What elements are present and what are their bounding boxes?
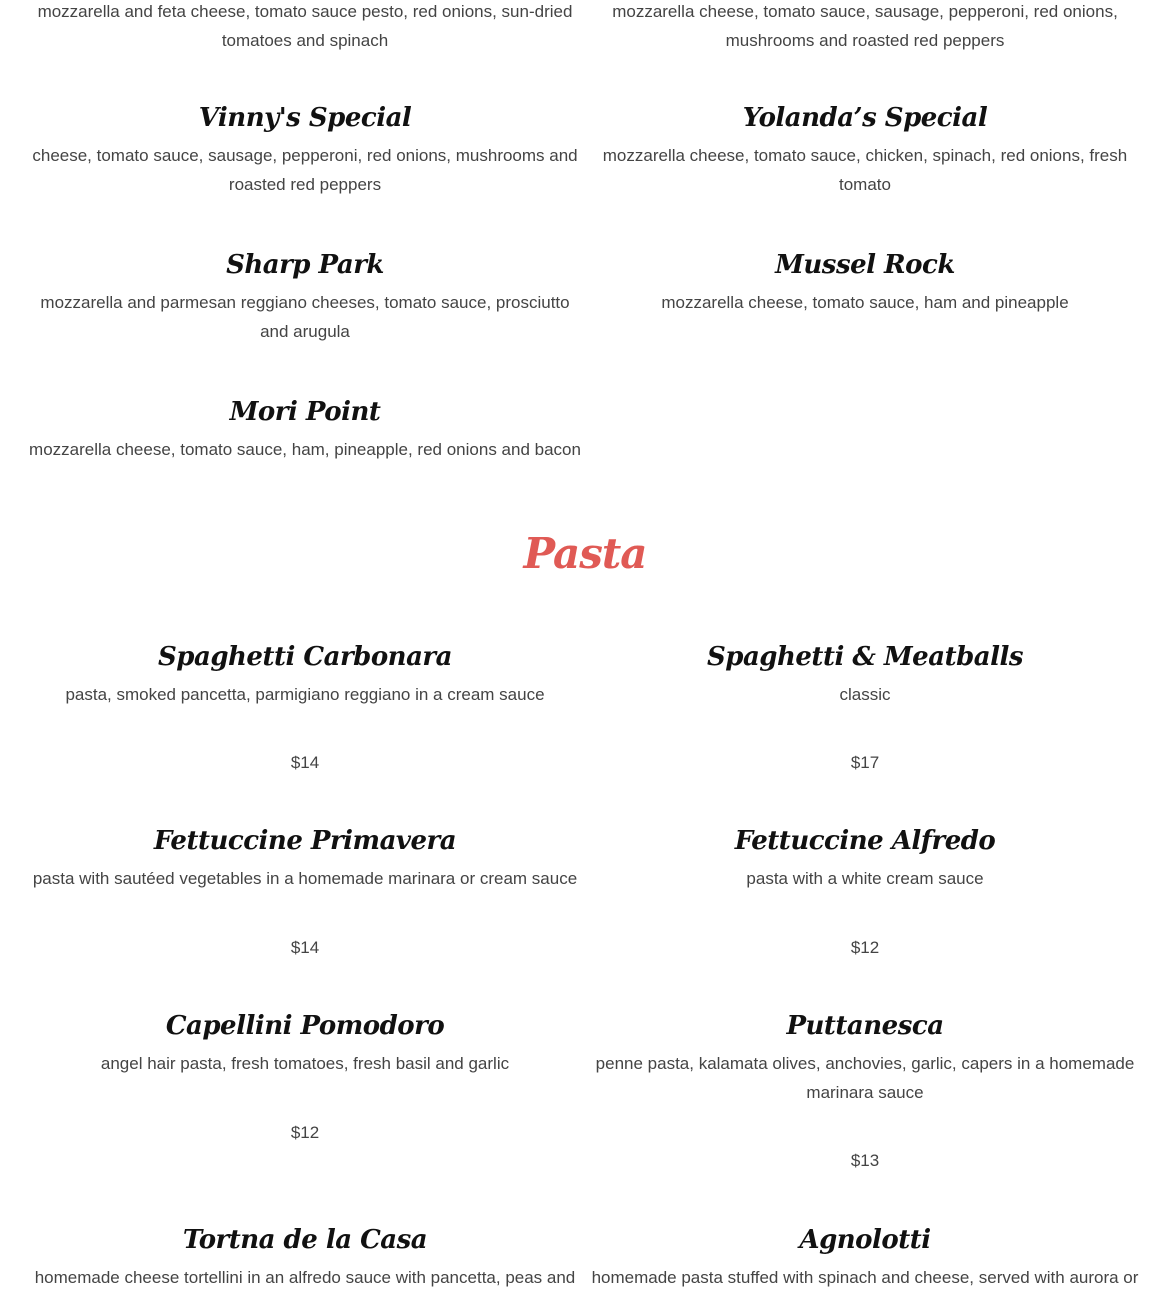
menu-item-description: homemade cheese tortellini in an alfredo sauce with pancetta, peas and	[34, 1268, 576, 1287]
menu-item-price: $12	[290, 1123, 320, 1142]
menu-item	[25, 397, 585, 464]
menu-item	[585, 250, 1145, 317]
menu-item-description: mozzarella and parmesan reggiano cheeses, tomato sauce, prosciutto and arugula	[40, 293, 570, 341]
section-title-pasta: Pasta	[523, 529, 647, 578]
menu-item-name: Vinny's Special	[198, 103, 412, 133]
menu-item-description: pasta, smoked pancetta, parmigiano reggiano in a cream sauce	[65, 685, 545, 704]
menu-item-description: homemade pasta stuffed with spinach and cheese, served with aurora or	[591, 1268, 1139, 1287]
menu-item-name: Spaghetti Carbonara	[158, 642, 452, 672]
menu-item-name: Sharp Park	[226, 250, 384, 280]
menu-item-description: pasta with a white cream sauce	[746, 869, 984, 888]
menu-item-description: penne pasta, kalamata olives, anchovies, garlic, capers in a homemade marinara sauce	[595, 1054, 1135, 1102]
menu-item-description: mozzarella cheese, tomato sauce, ham and pineapple	[661, 293, 1069, 312]
menu-item-price: $14	[290, 938, 320, 957]
menu-item-price: $14	[290, 753, 320, 772]
menu-item-name: Yolanda’s Special	[742, 103, 988, 133]
menu-item-price: $12	[850, 938, 880, 957]
menu-item-price: $13	[850, 1151, 880, 1170]
menu-item	[25, 103, 585, 199]
menu-item-description: classic	[839, 685, 891, 704]
menu-item-name: Agnolotti	[799, 1225, 931, 1255]
menu-item-name: Spaghetti & Meatballs	[707, 642, 1023, 672]
menu-item-description: mozzarella cheese, tomato sauce, sausage, pepperoni, red onions, mushrooms and roasted red peppers	[612, 2, 1118, 50]
menu-item-price: $17	[850, 753, 880, 772]
menu-item	[25, 250, 585, 346]
menu-item	[585, 103, 1145, 199]
menu-item-description: mozzarella cheese, tomato sauce, ham, pineapple, red onions and bacon	[29, 440, 581, 459]
menu-item	[585, 642, 1145, 709]
menu-item-name: Tortna de la Casa	[182, 1225, 428, 1255]
menu-item	[25, 826, 585, 893]
menu-item	[585, 826, 1145, 893]
menu-item	[585, 1011, 1145, 1107]
menu-item-description: mozzarella cheese, tomato sauce, chicken, spinach, red onions, fresh tomato	[602, 146, 1128, 194]
menu-item	[25, 1225, 585, 1292]
menu-item-description: pasta with sautéed vegetables in a homemade marinara or cream sauce	[32, 869, 578, 888]
menu-item-name: Mussel Rock	[775, 250, 955, 280]
menu-item-name: Capellini Pomodoro	[165, 1011, 445, 1041]
menu-item-name: Fettuccine Primavera	[153, 826, 457, 856]
menu-item-name: Mori Point	[229, 397, 381, 427]
menu-item-description: cheese, tomato sauce, sausage, pepperoni, red onions, mushrooms and roasted red peppers	[32, 146, 578, 194]
menu-item-name: Puttanesca	[786, 1011, 944, 1041]
menu-item	[585, 1225, 1145, 1292]
menu-item-name: Fettuccine Alfredo	[734, 826, 996, 856]
menu-item	[25, 642, 585, 709]
menu-item-description: angel hair pasta, fresh tomatoes, fresh basil and garlic	[100, 1054, 510, 1073]
menu-item	[25, 1011, 585, 1078]
menu-item-description: mozzarella and feta cheese, tomato sauce pesto, red onions, sun-dried tomatoes and spinach	[37, 2, 573, 50]
